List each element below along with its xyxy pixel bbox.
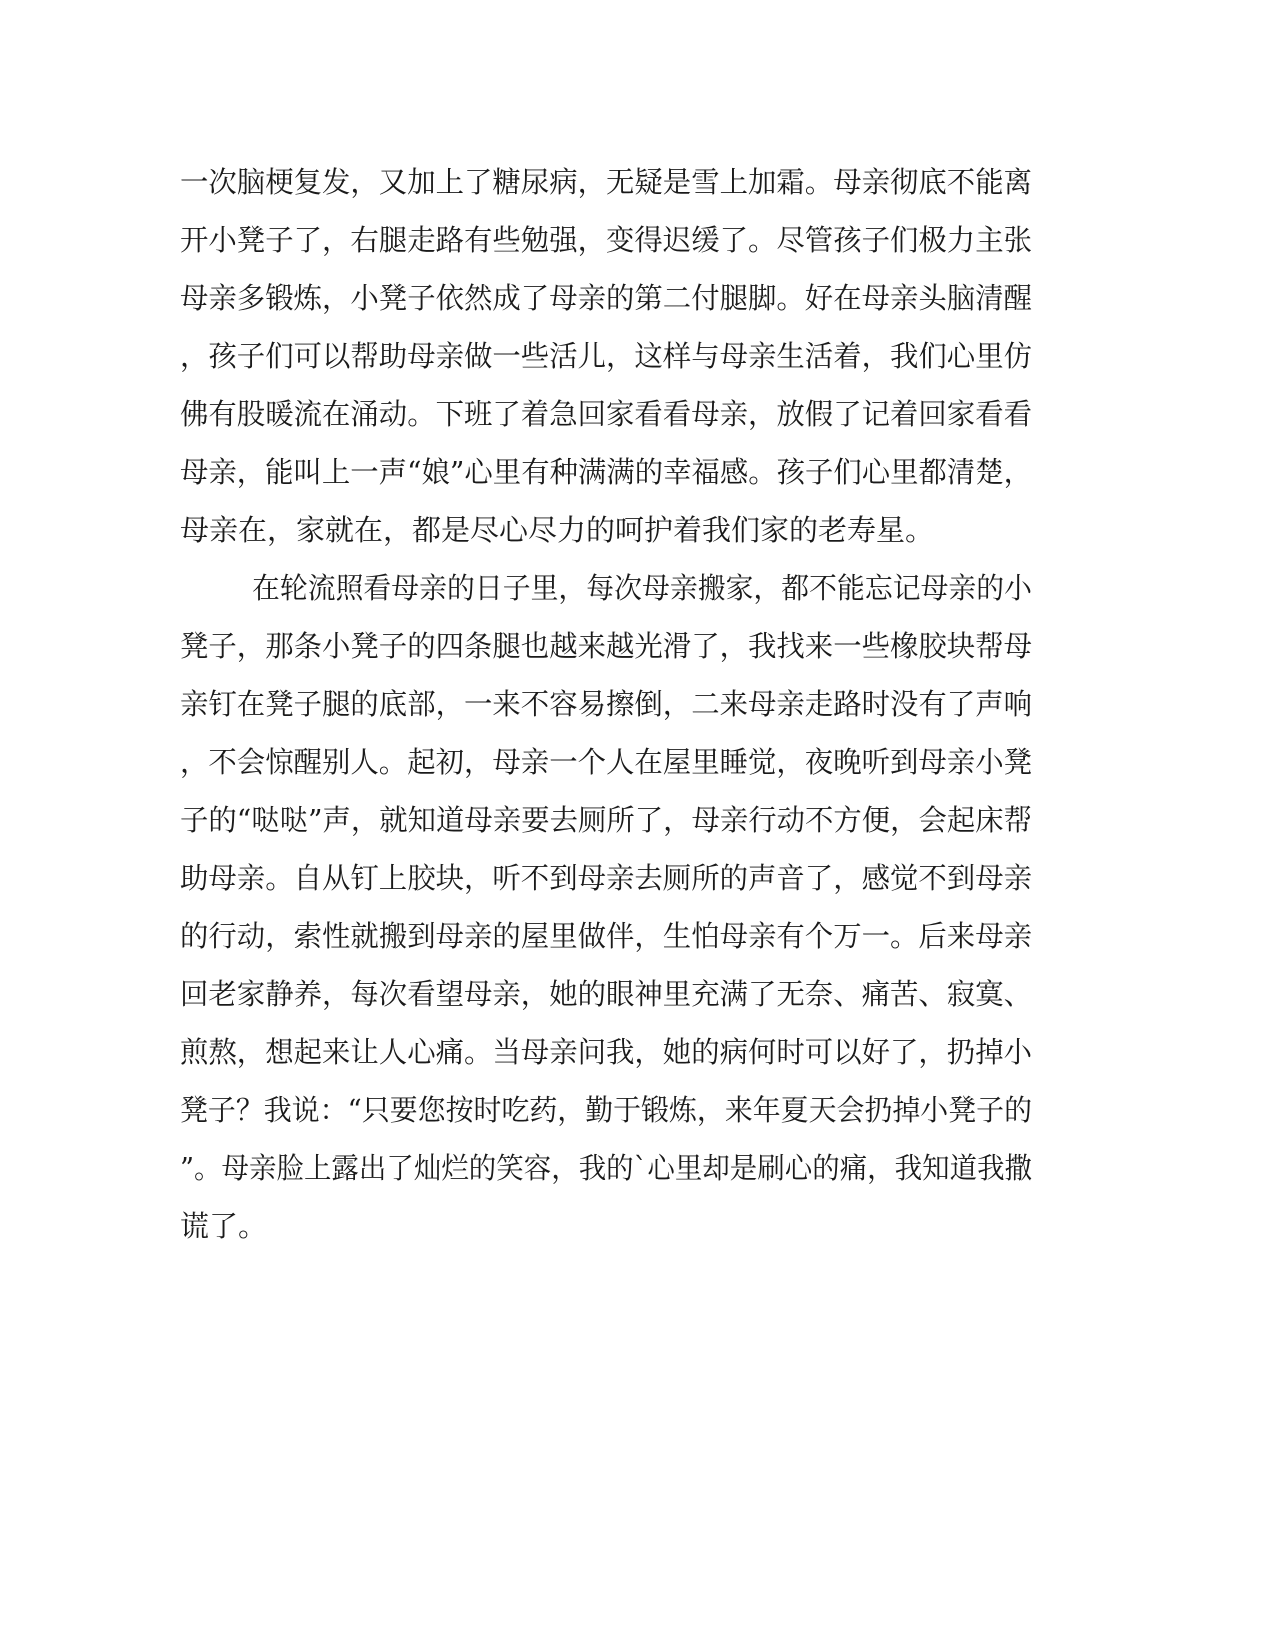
paragraph-first-line: 在轮流照看母亲的日子里，每次母亲搬家，都不能忘记母亲的小 (252, 571, 1033, 605)
text-line: 佛有股暖流在涌动。下班了着急回家看看母亲，放假了记着回家看看 (180, 397, 1033, 431)
text-line: 子的“哒哒”声，就知道母亲要去厕所了，母亲行动不方便，会起床帮 (180, 803, 1033, 837)
text-line: 母亲在，家就在，都是尽心尽力的呵护着我们家的老寿星。 (180, 513, 935, 547)
text-line: 谎了。 (180, 1209, 268, 1243)
text-line: 凳子？我说：“只要您按时吃药，勤于锻炼，来年夏天会扔掉小凳子的 (180, 1093, 1033, 1127)
text-line: 凳子，那条小凳子的四条腿也越来越光滑了，我找来一些橡胶块帮母 (180, 629, 1033, 663)
text-line: 亲钉在凳子腿的底部，一来不容易擦倒，二来母亲走路时没有了声响 (180, 687, 1033, 721)
text-line: 一次脑梗复发，又加上了糖尿病，无疑是雪上加霜。母亲彻底不能离 (180, 165, 1033, 199)
text-line: 开小凳子了，右腿走路有些勉强，变得迟缓了。尽管孩子们极力主张 (180, 223, 1033, 257)
text-line: 的行动，索性就搬到母亲的屋里做伴，生怕母亲有个万一。后来母亲 (180, 919, 1033, 953)
text-line: 母亲多锻炼，小凳子依然成了母亲的第二付腿脚。好在母亲头脑清醒 (180, 281, 1033, 315)
text-line: 母亲，能叫上一声“娘”心里有种满满的幸福感。孩子们心里都清楚， (180, 455, 1033, 489)
text-line: ”。母亲脸上露出了灿烂的笑容，我的`心里却是刷心的痛，我知道我撒 (180, 1151, 1033, 1185)
text-line: 煎熬，想起来让人心痛。当母亲问我，她的病何时可以好了，扔掉小 (180, 1035, 1033, 1069)
text-line: 回老家静养，每次看望母亲，她的眼神里充满了无奈、痛苦、寂寞、 (180, 977, 1033, 1011)
text-line: ，不会惊醒别人。起初，母亲一个人在屋里睡觉，夜晚听到母亲小凳 (180, 745, 1033, 779)
text-line: ，孩子们可以帮助母亲做一些活儿，这样与母亲生活着，我们心里仿 (180, 339, 1033, 373)
text-line: 助母亲。自从钉上胶块，听不到母亲去厕所的声音了，感觉不到母亲 (180, 861, 1033, 895)
